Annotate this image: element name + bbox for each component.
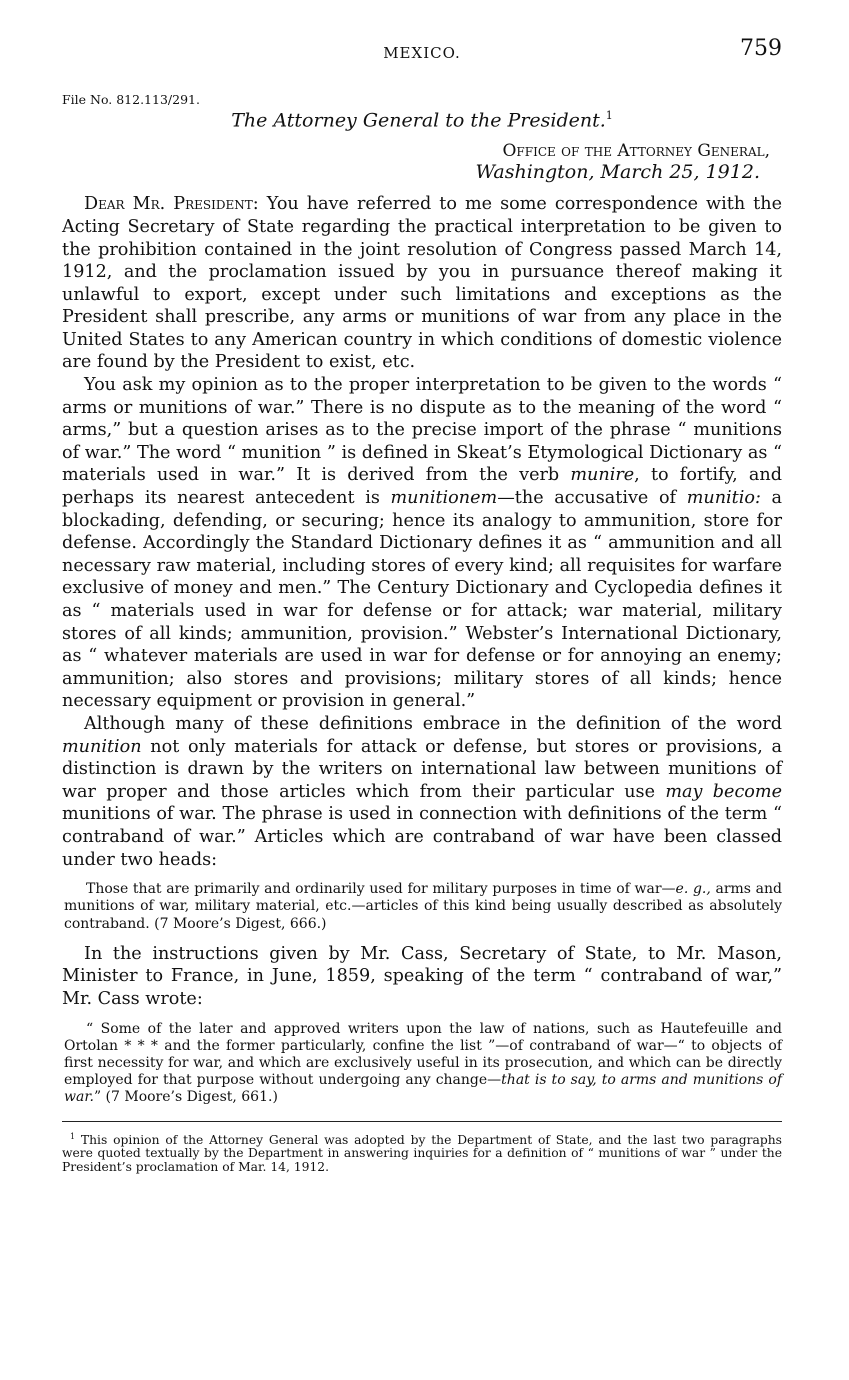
paragraph-2-text-d: a blockading, defending, or securing; hence its analogy to ammunition, store for defense. Accordingly the Standard Dictionary defines it as “ ammunition and all necessary raw material, including stores of every kind; all requisites for warfare exclusive of money and men.” The Century Dictionary and Cyclopedia defines it as “ materials used in war for defense or for attack; war material, military stores of all kinds; ammunition, provision.” Webster’s International Dictionary, as “ whatever materials are used in war for defense or for annoying an enemy; ammunition; also stores and provisions; military stores of all kinds; hence necessary equipment or provision in general.” bbox=[62, 488, 783, 712]
term-munire: munire bbox=[570, 465, 635, 486]
term-munition: munition bbox=[62, 736, 142, 757]
document-title-text: The Attorney General to the President. bbox=[231, 109, 606, 132]
footnote-mark: 1 bbox=[70, 1131, 76, 1141]
page-header bbox=[62, 30, 782, 66]
footnote-divider bbox=[62, 1121, 782, 1122]
footnote-text: This opinion of the Attorney General was adopted by the Department of State, and the last two paragraphs were quoted textually by the Department in answering inquiries for a definition of “ munitions of war ” under the President’s proclamation of Mar. 14, 1912. bbox=[62, 1132, 782, 1175]
document-title bbox=[62, 109, 782, 131]
paragraph-1 bbox=[62, 193, 782, 374]
paragraph-2 bbox=[62, 374, 782, 713]
running-title: MEXICO. bbox=[383, 44, 461, 62]
quote-2-emphasis: that is to say, to arms and munitions of war. bbox=[64, 1072, 782, 1106]
page-number: 759 bbox=[740, 36, 782, 61]
term-may-become: may become bbox=[665, 781, 782, 802]
paragraph-1-text: You have referred to me some correspondence with the Acting Secretary of State regarding the practical interpretation to be given to the prohibition contained in the joint resolution of Congress passed March 14, 1912, and the proclamation issued by you in pursuance thereof making it unlawful to export, except under such limitations and exceptions as the President shall prescribe, any arms or munitions of war from any place in the United States to any American country in which conditions of domestic violence are found by the President to exist, etc. bbox=[62, 194, 782, 373]
term-munitionem: munitionem bbox=[390, 488, 498, 509]
paragraph-2-text-a: You ask my opinion as to the proper interpretation to be given to the words “ arms or munitions of war.” There is no dispute as to the meaning of the word “ arms,” but a question arises as to the precise import of the phrase “ munitions of war.” The word “ munition ” is defined in Skeat’s Etymological Dictionary as “ materials used in war.” It is derived from the verb bbox=[62, 375, 782, 486]
block-quote-2 bbox=[62, 1021, 782, 1107]
quote-1-text-a: Those that are primarily and ordinarily used for military purposes in time of war— bbox=[86, 881, 676, 898]
footnote bbox=[62, 1130, 782, 1175]
paragraph-3-text-a: Although many of these definitions embrace in the definition of the word bbox=[84, 713, 782, 734]
paragraph-2-text-c: —the accusative of bbox=[497, 488, 687, 509]
paragraph-3-text-b: not only materials for attack or defense, but stores or provisions, a distinction is drawn by the writers on international law between munitions of war proper and those articles which from their particular use bbox=[62, 736, 782, 802]
quote-2-text-b: ” (7 Moore’s Digest, 661.) bbox=[93, 1089, 278, 1106]
title-footnote-mark: 1 bbox=[605, 109, 613, 122]
dateline: Washington, March 25, 1912. bbox=[475, 161, 760, 184]
paragraph-3-text-c: munitions of war. The phrase is used in connection with definitions of the term “ contraband of war.” Articles which are contraband of war have been classed under two heads: bbox=[62, 804, 782, 870]
quote-1-eg: e. g., bbox=[675, 881, 711, 898]
office-line: Office of the Attorney General, bbox=[502, 141, 770, 162]
salutation: Dear Mr. President: bbox=[84, 194, 259, 215]
paragraph-4: In the instructions given by Mr. Cass, Secretary of State, to Mr. Mason, Minister to France, in June, 1859, speaking of the term “ contraband of war,” Mr. Cass wrote: bbox=[62, 943, 782, 1009]
file-number: File No. 812.113/291. bbox=[62, 92, 200, 107]
document-page bbox=[62, 30, 782, 1175]
quote-1-text-b: arms and munitions of war, military material, etc.—articles of this kind being usually described as absolutely contraband. (7 Moore’s Digest, 666.) bbox=[64, 881, 782, 932]
quote-2-text-a: “ Some of the later and approved writers upon the law of nations, such as Hautefeuille and Ortolan * * * and the former particularly, confine the list ”—of contraband of war—“ to objects of first necessity for war, and which are exclusively useful in its prosecution, and which can be directly employed for that purpose without undergoing any change— bbox=[64, 1020, 782, 1089]
paragraph-3 bbox=[62, 713, 782, 871]
block-quote-1 bbox=[62, 881, 782, 933]
paragraph-2-text-b: , to fortify, and perhaps its nearest antecedent is bbox=[62, 465, 782, 509]
term-munitio: munitio: bbox=[686, 488, 761, 509]
